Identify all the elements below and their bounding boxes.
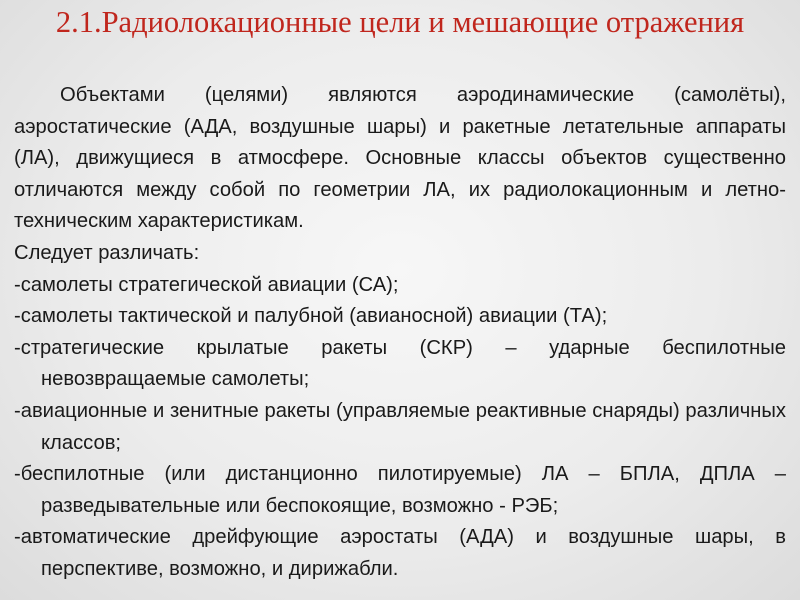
list-item-strategic-aviation: -самолеты стратегической авиации (СА); bbox=[14, 273, 399, 296]
target-class-list bbox=[14, 270, 786, 586]
slide-body bbox=[14, 80, 786, 586]
list-item-cruise-missiles: -стратегические крылатые ракеты (СКР) – ударные беспилотные невозвращаемые самолеты; bbox=[14, 336, 786, 391]
list-intro: Следует различать: bbox=[14, 241, 200, 264]
intro-paragraph: Объектами (целями) являются аэродинамические (самолёты), аэростатические (АДА, воздушные шары) и ракетные летательные аппараты (ЛА), движущиеся в атмосфере. Основные классы объектов существенно отличаются между собой по геометрии ЛА, их радиолокационным и летно-техническим характеристикам. bbox=[14, 84, 786, 233]
list-item-balloons: -автоматические дрейфующие аэростаты (АДА) и воздушные шары, в перспективе, возможно, и дирижабли. bbox=[14, 526, 786, 580]
list-item-uav: -беспилотные (или дистанционно пилотируемые) ЛА – БПЛА, ДПЛА – разведывательные или беспокоящие, возможно - РЭБ; bbox=[14, 463, 786, 517]
list-item-missiles: -авиационные и зенитные ракеты (управляемые реактивные снаряды) различных классов; bbox=[14, 399, 786, 454]
slide-title: 2.1.Радиолокационные цели и мешающие отражения bbox=[55, 5, 745, 39]
list-item-tactical-aviation: -самолеты тактической и палубной (авианосной) авиации (ТА); bbox=[14, 305, 608, 328]
